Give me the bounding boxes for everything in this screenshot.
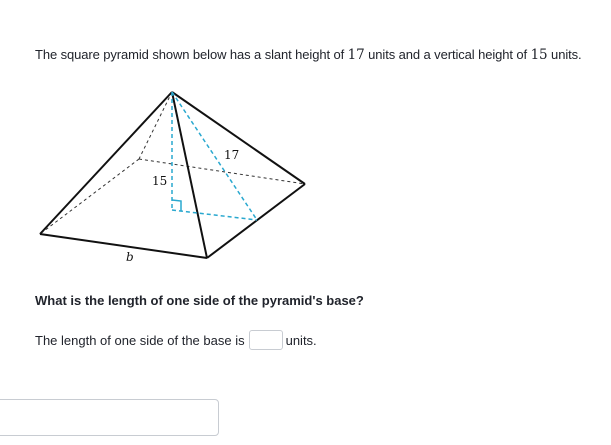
answer-prefix: The length of one side of the base is [35, 332, 245, 348]
label-base-side: b [126, 250, 134, 264]
problem-text-3: units. [547, 47, 582, 62]
center-to-midpoint-line [172, 210, 257, 220]
bottom-input-box[interactable] [0, 399, 219, 436]
lateral-edge-left [40, 92, 172, 234]
base-edge-right [207, 184, 305, 258]
slant-height-value: 17 [347, 47, 365, 63]
lateral-edge-right [172, 92, 305, 184]
answer-input[interactable] [249, 330, 283, 350]
hidden-edge-apex-back-left [139, 92, 172, 159]
question-text: What is the length of one side of the pyramid's base? [35, 293, 364, 308]
problem-text-1: The square pyramid shown below has a slant height of [35, 47, 348, 62]
answer-sentence [35, 330, 317, 350]
vertical-height-value: 15 [530, 47, 548, 63]
base-edge-front [40, 234, 207, 258]
problem-text-2: units and a vertical height of [364, 47, 531, 62]
right-angle-marker [172, 200, 181, 211]
label-slant-height: 17 [224, 148, 240, 162]
answer-suffix: units. [285, 332, 317, 348]
lateral-edge-front [172, 92, 207, 258]
label-vertical-height: 15 [152, 174, 168, 188]
hidden-edge-back-left-front-left [40, 159, 139, 234]
